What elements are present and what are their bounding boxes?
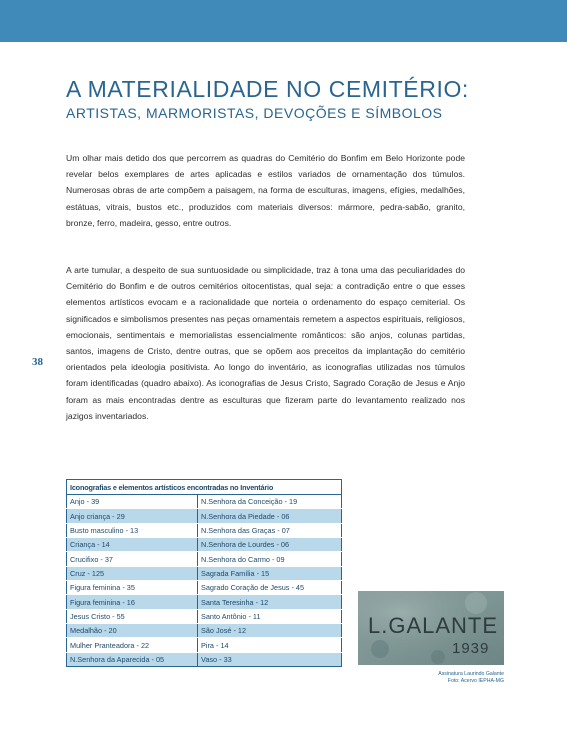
- paragraph-2: A arte tumular, a despeito de sua suntuosidade ou simplicidade, traz à tona uma das peculiaridades do Cemitério do Bonfim e de outros cemitérios oitocentistas, qual seja: a contradição entre o que esses elementos artísticos evocam e a racionalidade que norteia o ordenamento do espaço cemiterial. Os significados e simbolismos presentes nas peças ornamentais remetem a aspectos espirituais, religiosos, emocionais, sentimentais e memorialistas essencialmente românticos: são anjos, colunas partidas, santos, imagens de Cristo, dentre outras, que se opõem aos preceitos da implantação do cemitério orientados pela ideologia positivista. Ao longo do inventário, as iconografias utilizadas nos túmulos foram identificadas (quadro abaixo). As iconografias de Jesus Cristo, Sagrado Coração de Jesus e Anjo foram as mais encontradas dentre as esculturas que fizeram parte do levantamento realizado nos jazigos inventariados.: [66, 265, 465, 421]
- page-number: 38: [32, 356, 43, 368]
- table-cell: Crucifixo - 37: [67, 552, 198, 566]
- table-row: [67, 609, 342, 623]
- table-cell: Vaso - 33: [198, 652, 342, 666]
- table-cell: Anjo criança - 29: [67, 509, 198, 523]
- table-cell: Busto masculino - 13: [67, 523, 198, 537]
- table-row: [67, 552, 342, 566]
- photo-caption: [358, 671, 504, 685]
- table-cell: N.Senhora das Graças - 07: [198, 523, 342, 537]
- table-cell: N.Senhora da Aparecida - 05: [67, 652, 198, 666]
- table-cell: São José - 12: [198, 624, 342, 638]
- table-cell: Anjo - 39: [67, 495, 198, 509]
- table-row: [67, 538, 342, 552]
- page-title: A MATERIALIDADE NO CEMITÉRIO:: [66, 76, 469, 102]
- caption-line-2: Foto: Acervo IEPHA-MG: [447, 678, 504, 684]
- table-cell: Figura feminina - 16: [67, 595, 198, 609]
- table-row: [67, 523, 342, 537]
- table-cell: Medalhão - 20: [67, 624, 198, 638]
- table-header: Iconografias e elementos artísticos encontradas no Inventário: [67, 480, 342, 495]
- table-cell: N.Senhora do Carmo - 09: [198, 552, 342, 566]
- table-row: [67, 595, 342, 609]
- table-cell: Sagrada Família - 15: [198, 566, 342, 580]
- table-cell: Cruz - 125: [67, 566, 198, 580]
- table-row: [67, 566, 342, 580]
- table-cell: Santo Antônio - 11: [198, 609, 342, 623]
- iconography-table: [66, 479, 342, 667]
- inscription-name: L.GALANTE: [368, 613, 499, 638]
- table-row: [67, 652, 342, 666]
- table-cell: Mulher Pranteadora - 22: [67, 638, 198, 652]
- signature-photo-image: [358, 591, 504, 665]
- table-cell: N.Senhora da Conceição - 19: [198, 495, 342, 509]
- table-cell: N.Senhora de Lourdes - 06: [198, 538, 342, 552]
- table-row: [67, 638, 342, 652]
- signature-photo: [358, 591, 504, 665]
- table-cell: Criança - 14: [67, 538, 198, 552]
- top-color-band: [0, 0, 567, 42]
- table-cell: Jesus Cristo - 55: [67, 609, 198, 623]
- table-cell: Sagrado Coração de Jesus - 45: [198, 581, 342, 595]
- paragraph-1: Um olhar mais detido dos que percorrem as quadras do Cemitério do Bonfim em Belo Horizonte pode revelar belos exemplares de artes aplicadas e estilos variados de ornamentação dos túmulos. Numerosas obras de arte compõem a paisagem, na forma de esculturas, imagens, efígies, medalhões, estátuas, vitrais, bustos etc., produzidos com materiais diversos: mármore, pedra-sabão, granito, bronze, ferro, madeira, gesso, entre outros.: [66, 153, 465, 228]
- table-cell: Pira - 14: [198, 638, 342, 652]
- table-cell: N.Senhora da Piedade - 06: [198, 509, 342, 523]
- table-row: [67, 581, 342, 595]
- table-cell: Figura feminina - 35: [67, 581, 198, 595]
- caption-line-1: Assinatura Laurindo Galante: [438, 671, 504, 677]
- inscription-year: 1939: [452, 640, 490, 657]
- table-cell: Santa Teresinha - 12: [198, 595, 342, 609]
- table-row: [67, 509, 342, 523]
- page-subtitle: ARTISTAS, MARMORISTAS, DEVOÇÕES E SÍMBOLOS: [66, 105, 443, 121]
- table-row: [67, 624, 342, 638]
- table-row: [67, 495, 342, 509]
- table-header-row: [67, 480, 342, 495]
